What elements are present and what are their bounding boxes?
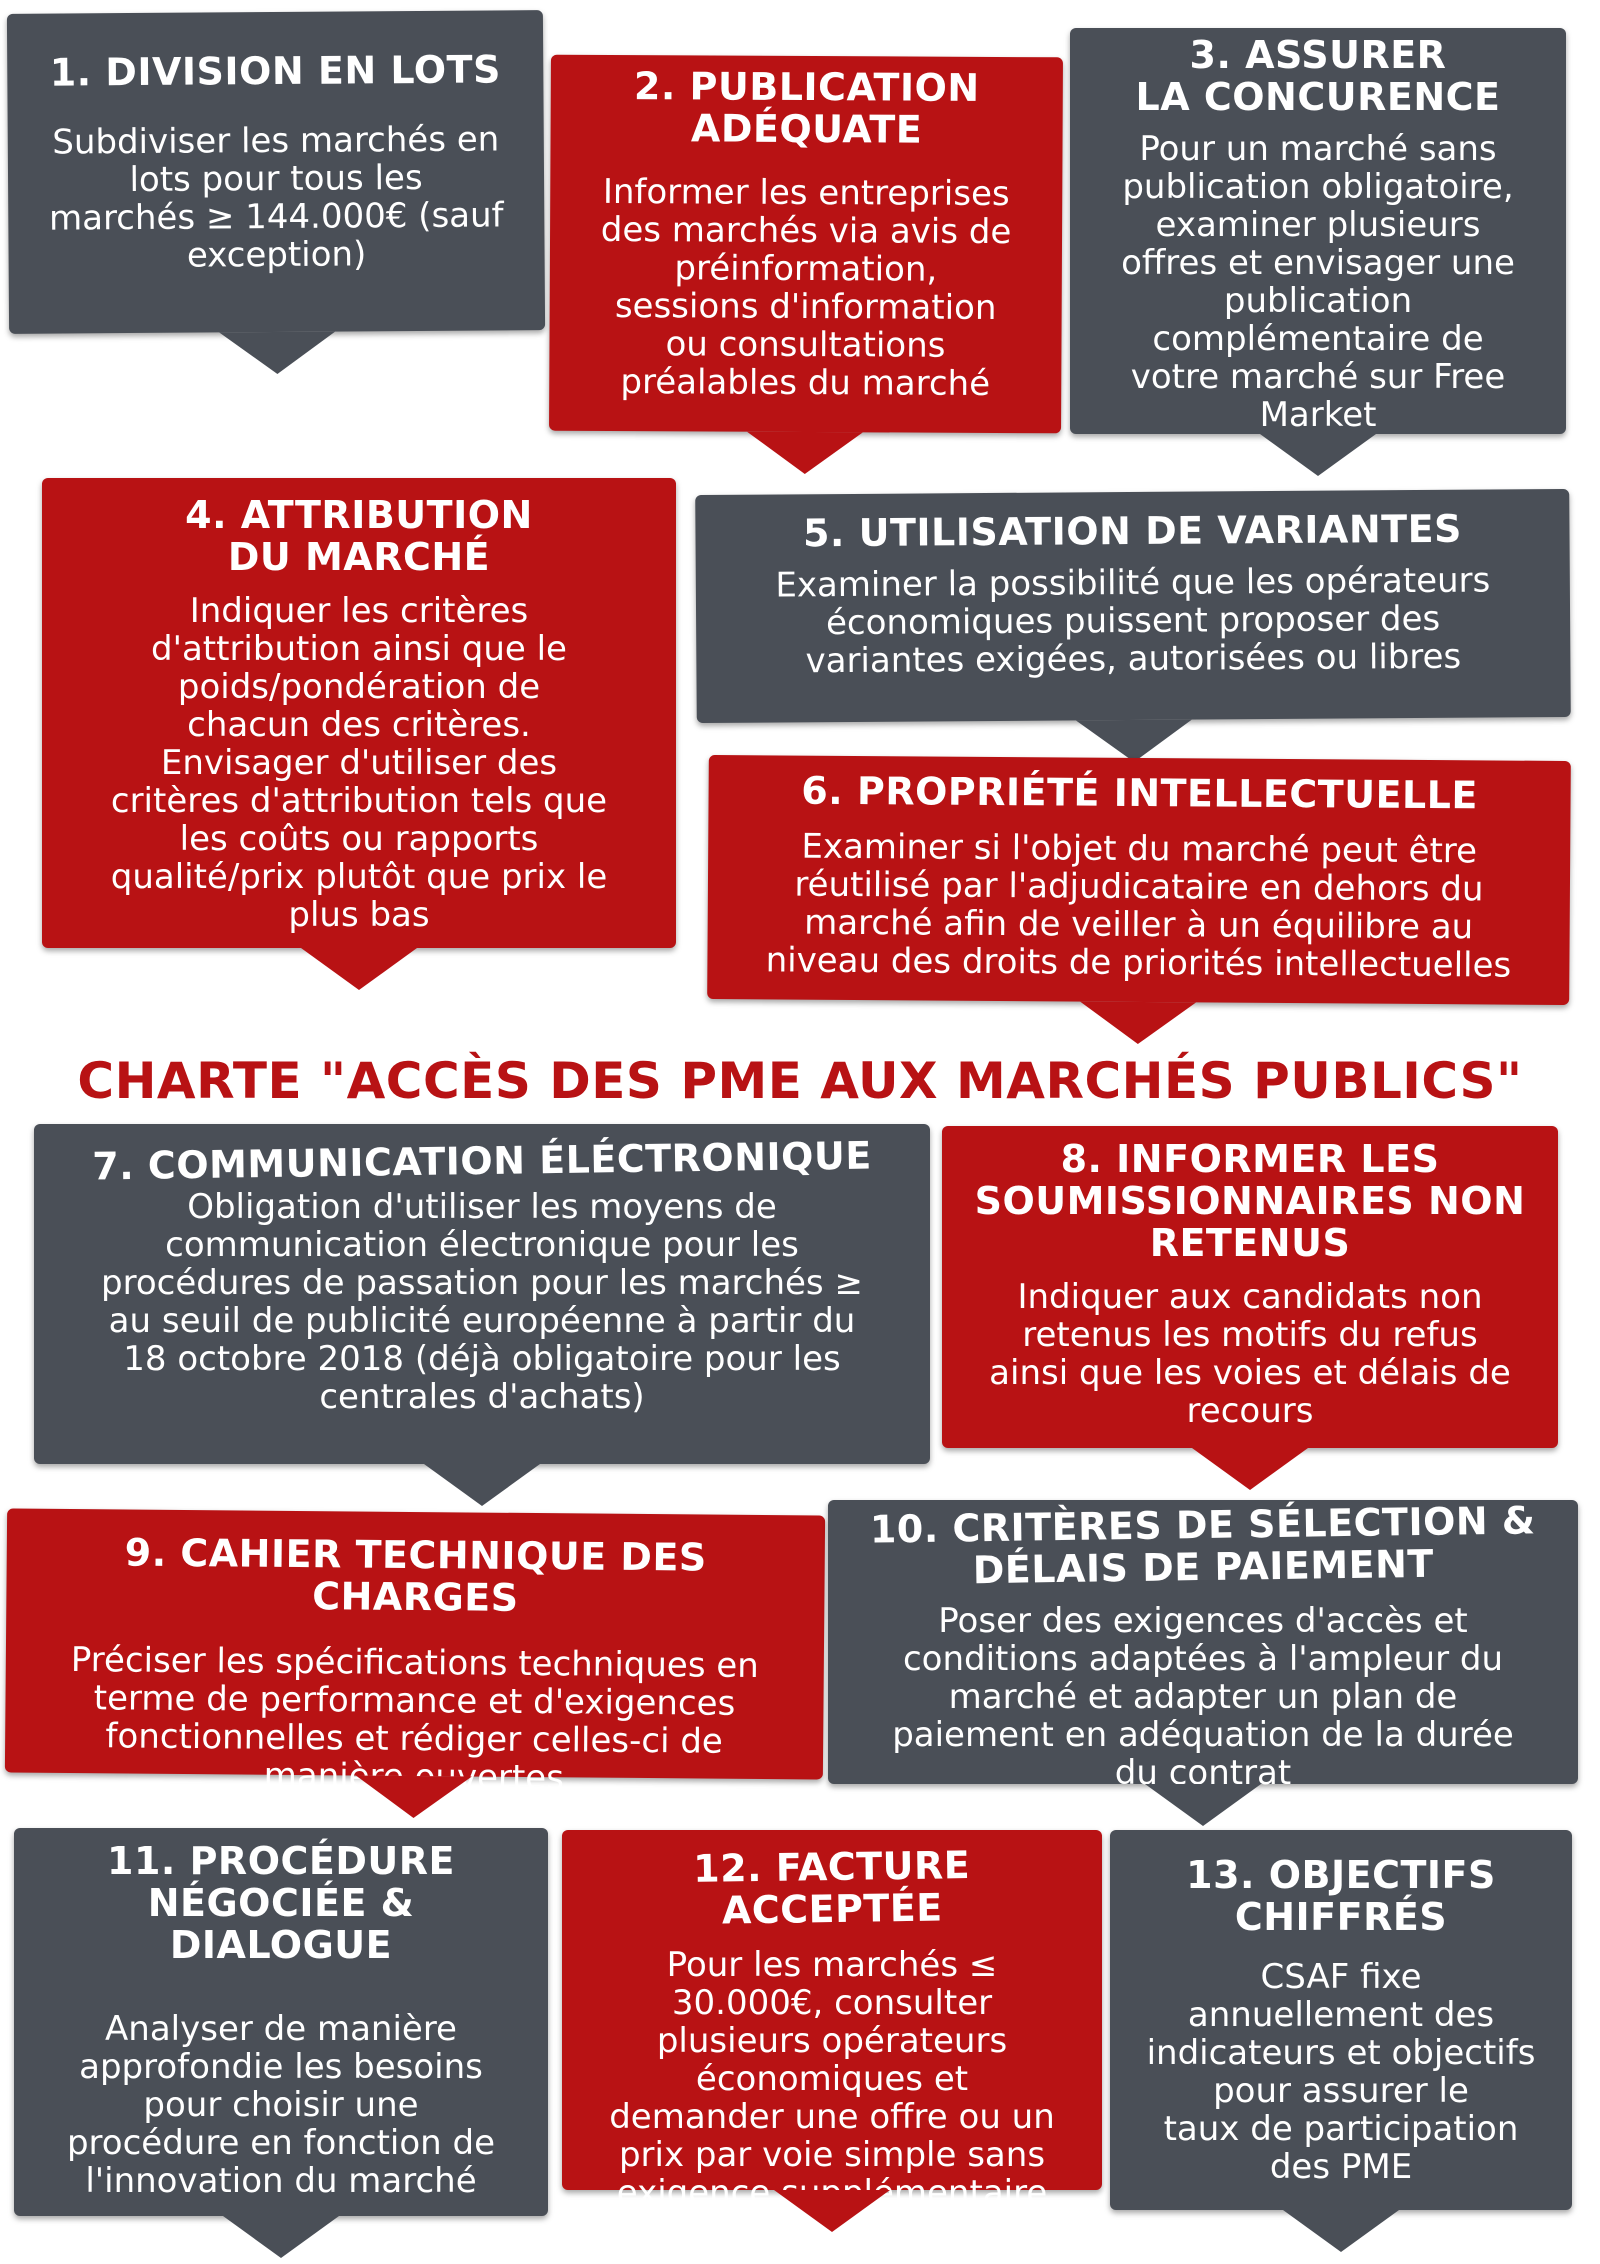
- card-title: 8. INFORMER LES SOUMISSIONNAIRES NON RETENUS: [974, 1137, 1526, 1265]
- card-utilisation-variantes: [695, 489, 1571, 723]
- card-body: Analyser de manière approfondie les besoins pour choisir une procédure en fonction de l'innovation du marché: [66, 2009, 496, 2201]
- card-objectifs-chiffres: [1110, 1830, 1572, 2210]
- card-title: 10. CRITÈRES DE SÉLECTION & DÉLAIS DE PAIEMENT: [869, 1498, 1536, 1593]
- card-publication-adequate: [549, 55, 1063, 434]
- card-body: Pour les marchés ≤ 30.000€, consulter plusieurs opérateurs économiques et demander une offre ou un prix par voie simple sans exigence supplémentaire: [609, 1945, 1055, 2213]
- card-title: 11. PROCÉDURE NÉGOCIÉE & DIALOGUE: [107, 1839, 455, 1967]
- card-cahier-technique: [5, 1508, 825, 1799]
- card-title: 12. FACTURE ACCEPTÉE: [692, 1843, 971, 1933]
- card-body: Subdiviser les marchés en lots pour tous les marchés ≥ 144.000€ (sauf exception): [48, 119, 504, 276]
- card-body: Examiner si l'objet du marché peut être réutilisé par l'adjudicataire en dehors du marché afin de veiller à un équilibre au niveau des droits de priorités intellectuelles: [765, 826, 1512, 986]
- card-body: Préciser les spécifications techniques en terme de performance et d'exigences fonctionnelles et rédiger celles-ci de manière ouvertes: [70, 1639, 759, 1799]
- card-title: 13. OBJECTIFS CHIFFRÉS: [1186, 1853, 1496, 1939]
- card-title: 6. PROPRIÉTÉ INTELLECTUELLE: [801, 768, 1479, 818]
- card-propriete-intellectuelle: [707, 755, 1571, 1005]
- card-title: 1. DIVISION EN LOTS: [49, 47, 502, 95]
- card-body: Poser des exigences d'accès et conditions adaptées à l'ampleur du marché et adapter un plan de paiement en adéquation de la durée du contrat: [892, 1601, 1514, 1793]
- card-body: Pour un marché sans publication obligatoire, examiner plusieurs offres et envisager une publication complémentaire de votre marché sur Free Market: [1121, 129, 1515, 435]
- card-body: Obligation d'utiliser les moyens de communication électronique pour les procédures de passation pour les marchés ≥ au seuil de publicité européenne à partir du 18 octobre 2018 (déjà obligatoire pour les centrales d'achats): [101, 1187, 863, 1417]
- page-title: CHARTE "ACCÈS DES PME AUX MARCHÉS PUBLICS": [77, 1052, 1523, 1110]
- card-title: 5. UTILISATION DE VARIANTES: [802, 506, 1463, 556]
- card-body: Indiquer les critères d'attribution ainsi que le poids/pondération de chacun des critères. Envisager d'utiliser des critères d'attribution tels que les coûts ou rapports qualité/prix plutôt que prix le plus bas: [110, 591, 608, 935]
- card-title: 3. ASSURER LA CONCURENCE: [1135, 33, 1501, 119]
- card-communication-electronique: [34, 1124, 930, 1464]
- card-body: Examiner la possibilité que les opérateurs économiques puissent proposer des variantes exigées, autorisées ou libres: [775, 560, 1491, 682]
- card-informer-soumissionnaires: [942, 1126, 1558, 1448]
- card-division-en-lots: [7, 10, 545, 334]
- card-attribution-marche: [42, 478, 676, 948]
- card-body: Informer les entreprises des marchés via avis de préinformation, sessions d'information ou consultations préalables du marché: [600, 171, 1012, 404]
- card-facture-acceptee: [562, 1830, 1102, 2213]
- card-title: 2. PUBLICATION ADÉQUATE: [633, 64, 980, 152]
- card-body: CSAF fixe annuellement des indicateurs et objectifs pour assurer le taux de participation des PME: [1146, 1957, 1536, 2187]
- card-title: 4. ATTRIBUTION DU MARCHÉ: [185, 493, 533, 579]
- card-procedure-negociee: [14, 1828, 548, 2216]
- card-title: 7. COMMUNICATION ÉLÉCTRONIQUE: [91, 1133, 873, 1189]
- card-assurer-concurence: [1070, 28, 1566, 434]
- card-title: 9. CAHIER TECHNIQUE DES CHARGES: [124, 1530, 707, 1620]
- card-body: Indiquer aux candidats non retenus les motifs du refus ainsi que les voies et délais de recours: [989, 1277, 1511, 1431]
- card-criteres-selection: [828, 1498, 1578, 1793]
